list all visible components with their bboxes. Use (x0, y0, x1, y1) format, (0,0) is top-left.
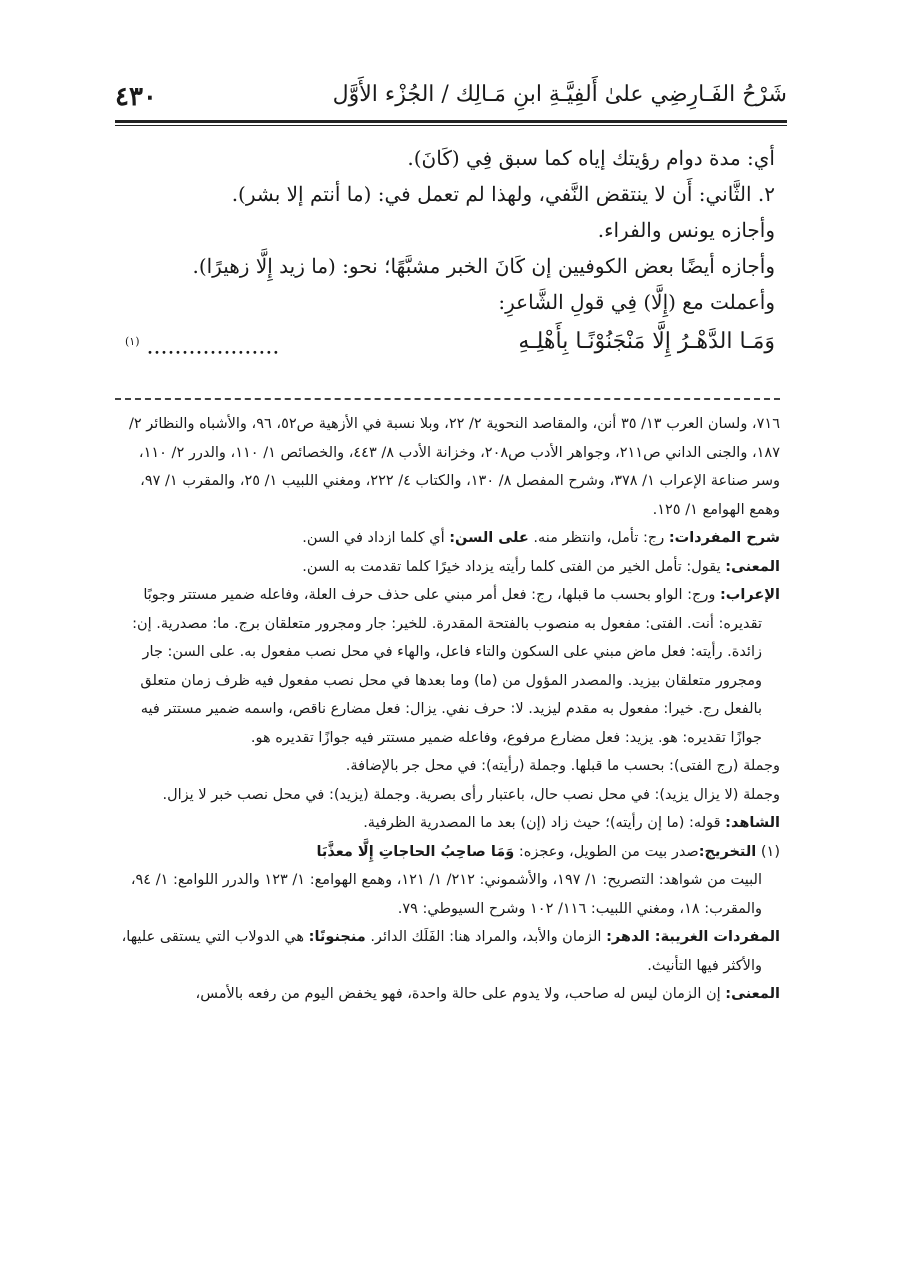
poem-dots: ................... (146, 334, 280, 360)
footnotes (118, 410, 780, 1009)
label-maana-1: المعنى: (725, 558, 780, 575)
label-gharib: المفردات الغريبة: (654, 929, 780, 945)
header-rule-thin (115, 125, 787, 126)
page-header (115, 78, 787, 114)
note-gharib: المفردات الغريبة: الدهر: الزمان والأبد، والمراد هنا: الفَلَك الدائر. منجنونًا: هي الدولاب التي يستقى عليها، والأكثر فيها التأنيث. (121, 929, 780, 974)
note-mufradat: شرح المفردات: رج: تأمل، وانتظر منه. على السن: أي كلما ازداد في السن. (302, 530, 780, 546)
poem-continuation (125, 324, 279, 365)
running-title: شَرْحُ الفَـارِضِي علىٰ أَلفِيَّـةِ ابنِ مَـالِك / الجُزْء الأَوَّل (332, 82, 787, 107)
header-rule-thick (115, 120, 787, 123)
label-takhrij: التخريج: (698, 843, 757, 860)
label-ala-alsinn: على السن: (449, 530, 529, 546)
label-irab: الإعراب: (719, 587, 780, 603)
footnote-number: (١) (756, 843, 780, 860)
main-line-2: ٢. الثَّاني: أَن لا ينتقض النَّفي، ولهذا لم تعمل في: (ما أنتم إلا بشر). (231, 182, 775, 206)
main-line-5: وأعملت مع (إِلَّا) فِي قولِ الشَّاعرِ: (498, 290, 775, 314)
main-line-1: أي: مدة دوام رؤيتك إياه كما سبق فِي (كَانَ). (407, 146, 775, 170)
note-irab: الإعراب: ورج: الواو بحسب ما قبلها، رج: فعل أمر مبني على حذف حرف العلة، وفاعله ضمير مستتر وجوبًا تقديره: أنت. الفتى: مفعول به منصوب بالفتحة المقدرة. للخير: جار ومجرور متعلقان برج. ما: مصدرية. إن: زائدة. رأيته: فعل ماض مبني على السكون والتاء فاعل، والهاء في محل نصب مفعول به. على السن: جار ومجرور متعلقان بيزيد. والمصدر المؤول من (ما) وما بعدها في محل نصب مفعول فيه ظرف زمان متعلق بالفعل رج. خيرا: مفعول به مقدم ليزيد. لا: حرف نفي. يزال: فعل مضارع ناقص، واسمه ضمير مستتر فيه جوازًا تقديره: هو. يزيد: فعل مضارع مرفوع، وفاعله ضمير مستتر فيه جوازًا تقديره هو. (132, 587, 780, 746)
note-takhrij: (١) التخريج:صدر بيت من الطويل، وعجزه: وَمَا صاحِبُ الحاجاتِ إِلَّا معذَّبَا (316, 843, 780, 860)
label-manjanun: منجنونًا: (308, 929, 366, 945)
label-maana-2: المعنى: (725, 986, 780, 1002)
takhrij-verse: وَمَا صاحِبُ الحاجاتِ إِلَّا معذَّبَا (316, 843, 515, 860)
note-references: ٧١٦، ولسان العرب ١٣/ ٣٥ أنن، والمقاصد النحوية ٢/ ٢٢، وبلا نسبة في الأزهية ص٥٢، ٩٦، والأشباه والنظائر ٢/ ١٨٧، والجنى الداني ص٢١١، وجواهر الأدب ص٢٠٨، وخزانة الأدب ٨/ ٤٤٣، والخصائص ١/ ١١٠، والدرر ٢/ ١١٠، وسر صناعة الإعراب ١/ ٣٧٨، وشرح المفصل ٨/ ١٣٠، والكتاب ٤/ ٢٢٢، ومغني اللبيب ١/ ٢٥، والمقرب ١/ ٩٧، وهمع الهوامع ١/ ١٢٥. (128, 416, 780, 518)
label-mufradat: شرح المفردات: (668, 530, 780, 546)
note-maana-2: المعنى: إن الزمان ليس له صاحب، ولا يدوم على حالة واحدة، فهو يخفض اليوم من رفعه بالأمس، (195, 986, 780, 1002)
note-maana-1: المعنى: يقول: تأمل الخير من الفتى كلما رأيته يزداد خيرًا كلما تقدمت به السن. (302, 558, 780, 575)
page-number: ٤٣٠ (115, 82, 157, 112)
label-shahid: الشاهد: (725, 815, 780, 831)
footnote-separator (115, 398, 780, 400)
main-line-3: وأجازه يونس والفراء. (597, 218, 775, 242)
main-line-4: وأجازه أيضًا بعض الكوفيين إن كَانَ الخبر مشبَّهًا؛ نحو: (ما زيد إِلَّا زهيرًا). (192, 254, 775, 278)
note-shahid: الشاهد: قوله: (ما إن رأيته)؛ حيث زاد (إن) بعد ما المصدرية الظرفية. (363, 815, 780, 831)
note-jumla-2: وجملة (لا يزال يزيد): في محل نصب حال، باعتبار رأى بصرية. وجملة (يزيد): في محل نصب خبر لا يزال. (162, 786, 780, 803)
poem-verse (125, 324, 775, 365)
note-sources: البيت من شواهد: التصريح: ١/ ١٩٧، والأشموني: ٢١٢/ ١/ ١٢١، وهمع الهوامع: ١/ ١٢٣ والدرر اللوامع: ١/ ٩٤، والمقرب: ١٨، ومغني اللبيب: ١١٦/ ١٠٢ وشرح السيوطي: ٧٩. (130, 872, 762, 917)
poem-hemistich: وَمَـا الدَّهْـرُ إِلَّا مَنْجَنُوْنًـا بِأَهْلِـهِ (518, 329, 775, 354)
note-jumla-1: وجملة (رج الفتى): بحسب ما قبلها. وجملة (رأيته): في محل جر بالإضافة. (345, 758, 780, 774)
footnote-reference: (١) (125, 335, 140, 348)
main-text (125, 140, 775, 365)
